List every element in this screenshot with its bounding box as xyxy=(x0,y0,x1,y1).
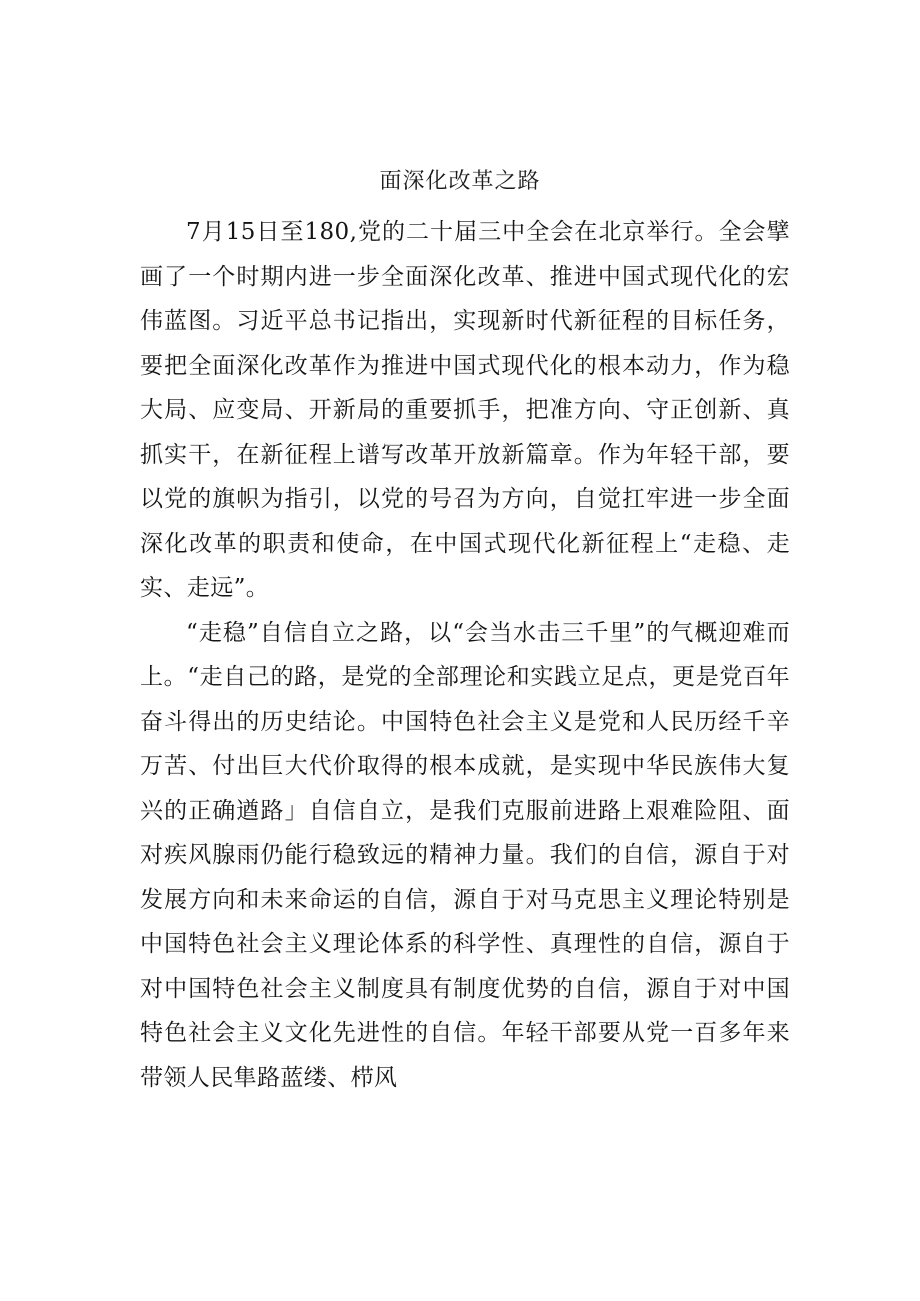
paragraph-1: 7月15日至180,党的二十届三中全会在北京举行。全会擘画了一个时期内进一步全面深化改革、推进中国式现代化的宏伟蓝图。习近平总书记指出，实现新时代新征程的目标任务，要把全面深化改革作为推进中国式现代化的根本动力，作为稳大局、应变局、开新局的重要抓手，把准方向、守正创新、真抓实干，在新征程上谱写改革开放新篇章。作为年轻干部，要以党的旗帜为指引，以党的号召为方向，自觉扛牢进一步全面深化改革的职责和使命，在中国式现代化新征程上“走稳、走实、走远”。 xyxy=(140,219,790,601)
document-title: 面深化改革之路 xyxy=(379,169,541,194)
paragraph-2: “走稳”自信自立之路，以“会当水击三千里”的气概迎难而上。“走自己的路，是党的全部理论和实践立足点，更是党百年奋斗得出的历史结论。中国特色社会主义是党和人民历经千辛万苦、付出巨大代价取得的根本成就，是实现中华民族伟大复兴的正确遒路」自信自立，是我们克服前进路上艰难险阻、面对疾风腺雨仍能行稳致远的精神力量。我们的自信，源自于对发展方向和未来命运的自信，源自于对马克思主义理论特别是中国特色社会主义理论体系的科学性、真理性的自信，源自于对中国特色社会主义制度具有制度优势的自信，源自于对中国特色社会主义文化先进性的自信。年轻干部要从党一百多年来带领人民隼路蓝缕、栉风 xyxy=(140,619,790,1091)
document-body xyxy=(140,210,790,1100)
